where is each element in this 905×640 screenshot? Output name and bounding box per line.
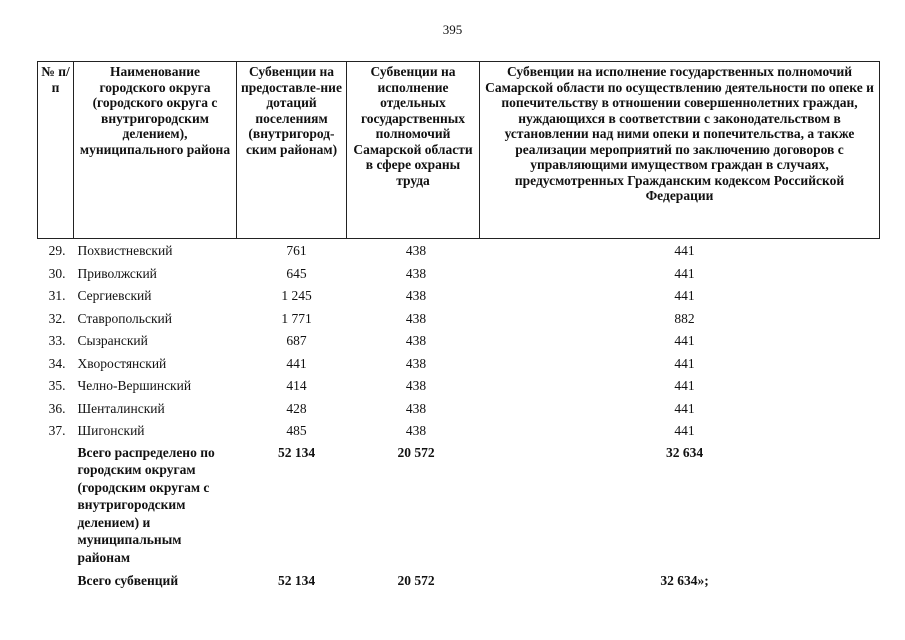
table-row (38, 353, 880, 376)
table-row (38, 398, 880, 421)
table-row (38, 263, 880, 286)
table-body (38, 239, 880, 593)
row-value-grants: 1 245 (281, 288, 312, 303)
row-value-labor: 438 (405, 243, 427, 258)
row-name: Шигонский (77, 423, 145, 438)
page-number: 395 (442, 22, 463, 37)
header-subsidy-labor-protection: Субвенции на исполнение отдельных государственных полномочий Самарской области в сфере охраны труда (347, 62, 480, 239)
row-value-guardianship: 441 (674, 355, 695, 371)
row-name: Ставропольский (77, 310, 172, 326)
table-row (38, 285, 880, 308)
row-value-labor: 438 (405, 423, 427, 438)
row-value-labor: 438 (405, 333, 427, 348)
row-number: 34. (48, 355, 66, 371)
table-row (38, 308, 880, 331)
row-value-grants: 645 (286, 265, 307, 281)
total-distributed-row (38, 443, 880, 567)
total-all-guardianship: 32 634»; (660, 573, 709, 588)
total-all-label: Всего субвенций (77, 573, 179, 588)
row-value-grants: 485 (286, 423, 307, 438)
row-name: Шенталинский (77, 400, 165, 416)
header-subsidy-guardianship: Субвенции на исполнение государственных полномочий Самарской области по осуществлению деятельности по опеке и попечительству в отношении совершеннолетних граждан, нуждающихся в соответствии с законодательством в установлении над ними опеки и попечительства, а также реализации мероприятий по заключению договоров с управляющими имуществом граждан в случаях, предусмотренных Гражданским кодексом Российской Федерации (480, 62, 880, 239)
row-value-guardianship: 441 (674, 423, 695, 438)
row-number: 35. (48, 378, 66, 393)
row-value-labor: 438 (405, 378, 427, 393)
row-value-grants: 428 (286, 400, 307, 416)
row-value-guardianship: 441 (674, 378, 695, 393)
row-number-empty (38, 566, 74, 593)
header-number: № п/п (38, 62, 74, 239)
row-value-labor: 438 (405, 288, 427, 303)
row-name: Сызранский (77, 333, 148, 348)
row-value-labor: 438 (405, 355, 427, 371)
table-row (38, 420, 880, 443)
table-header-row (38, 62, 880, 239)
row-value-guardianship: 441 (674, 400, 695, 416)
row-value-grants: 414 (286, 378, 307, 393)
row-value-guardianship: 441 (674, 265, 695, 281)
total-distributed-grants: 52 134 (277, 444, 316, 460)
row-value-labor: 438 (405, 400, 427, 416)
row-name: Приволжский (77, 265, 157, 281)
row-value-grants: 441 (286, 355, 307, 371)
row-name: Похвистневский (77, 243, 173, 258)
row-value-grants: 1 771 (281, 310, 312, 326)
row-number: 30. (48, 265, 66, 281)
row-value-guardianship: 441 (674, 243, 695, 258)
total-distributed-labor: 20 572 (397, 444, 435, 460)
table-row (38, 239, 880, 263)
row-value-labor: 438 (405, 265, 427, 281)
table-row (38, 330, 880, 353)
row-name: Челно-Вершинский (77, 378, 192, 393)
row-value-guardianship: 441 (674, 288, 695, 303)
row-number: 31. (48, 288, 66, 303)
total-all-labor: 20 572 (397, 573, 435, 588)
row-number: 37. (48, 423, 66, 438)
row-value-guardianship: 882 (674, 310, 695, 326)
total-all-row (38, 566, 880, 593)
table-row (38, 375, 880, 398)
total-distributed-guardianship: 32 634 (665, 444, 704, 460)
row-number: 32. (48, 310, 66, 326)
row-number: 29. (48, 243, 66, 258)
row-number: 33. (48, 333, 66, 348)
row-value-grants: 761 (286, 243, 307, 258)
row-name: Хворостянский (77, 355, 167, 371)
row-number-empty (38, 443, 74, 567)
header-subsidy-grants: Субвенции на предоставле-ние дотаций поселениям (внутригород-ским районам) (237, 62, 347, 239)
row-value-labor: 438 (405, 310, 427, 326)
row-value-grants: 687 (286, 333, 307, 348)
row-value-guardianship: 441 (674, 333, 695, 348)
total-distributed-label: Всего распределено по городским округам (городским округам с внутригородским делением) и муниципальным районам (77, 444, 215, 565)
subsidies-table (37, 61, 880, 593)
row-name: Сергиевский (77, 288, 152, 303)
row-number: 36. (48, 400, 66, 416)
header-name: Наименование городского округа (городского округа с внутригородским делением), муниципального района (74, 62, 237, 239)
total-all-grants: 52 134 (277, 573, 316, 588)
